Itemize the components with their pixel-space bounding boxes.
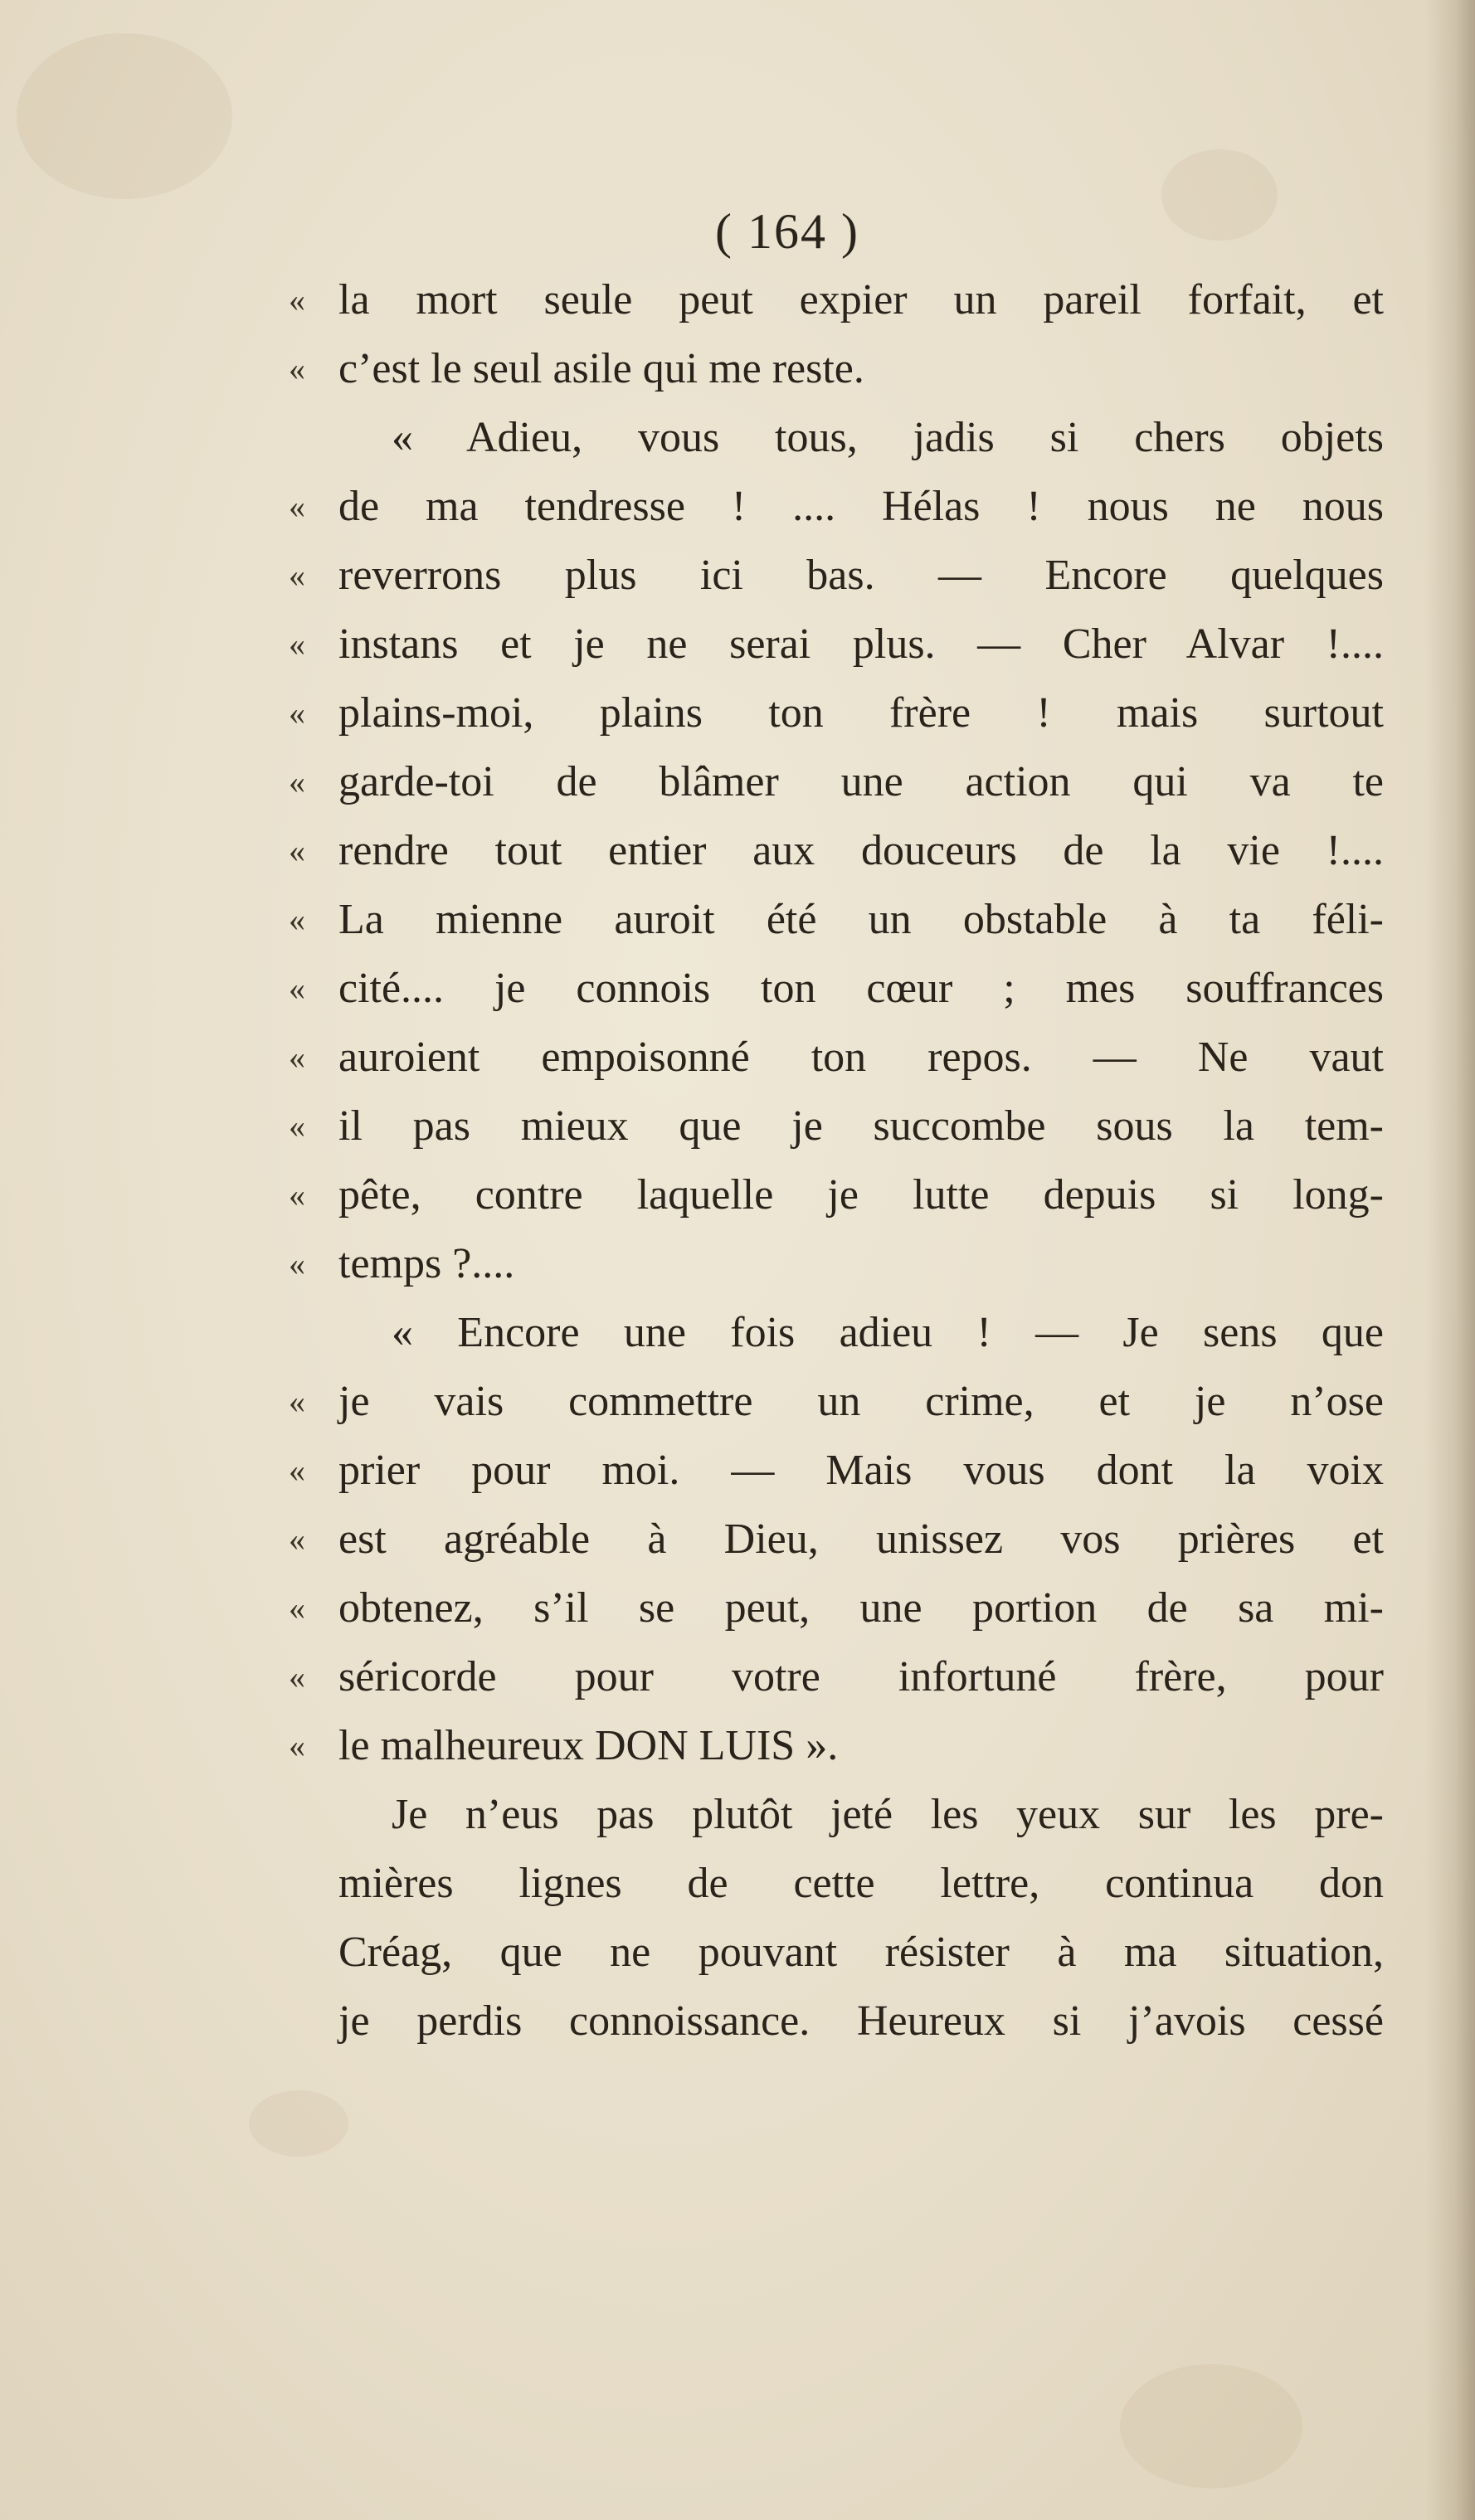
text-line	[338, 1918, 1384, 1987]
line-text: « Encore une fois adieu ! — Je sens que	[392, 1309, 1384, 1356]
text-line	[338, 1780, 1384, 1849]
line-text: reverrons plus ici bas. — Encore quelques	[338, 552, 1384, 599]
text-line	[289, 1642, 1384, 1711]
line-text: cité.... je connois ton cœur ; mes souffrances	[338, 965, 1384, 1012]
line-text: La mienne auroit été un obstable à ta féli-	[338, 896, 1384, 943]
text-line	[289, 1229, 1384, 1298]
line-text: temps ?....	[338, 1240, 515, 1287]
quote-mark: «	[289, 625, 305, 663]
quote-mark: «	[289, 1383, 305, 1420]
line-text: c’est le seul asile qui me reste.	[338, 345, 864, 392]
line-text: plains-moi, plains ton frère ! mais surtout	[338, 689, 1384, 737]
line-text: instans et je ne serai plus. — Cher Alvar !....	[338, 620, 1384, 668]
line-text: « Adieu, vous tous, jadis si chers objets	[392, 414, 1384, 461]
line-text: pête, contre laquelle je lutte depuis si long-	[338, 1171, 1384, 1219]
quote-mark: «	[289, 832, 305, 869]
text-line	[289, 747, 1384, 816]
paper-stain	[17, 33, 232, 199]
quote-mark: «	[289, 1727, 305, 1764]
text-line	[289, 472, 1384, 541]
quote-mark: «	[289, 1658, 305, 1695]
text-line	[289, 1436, 1384, 1505]
quote-mark: «	[289, 1107, 305, 1145]
line-text: obtenez, s’il se peut, une portion de sa mi-	[338, 1584, 1384, 1632]
line-text: de ma tendresse ! .... Hélas ! nous ne nous	[338, 483, 1384, 530]
quote-mark: «	[289, 1176, 305, 1214]
text-line	[289, 816, 1384, 885]
line-text: le malheureux DON LUIS ».	[338, 1722, 839, 1769]
body-text	[289, 265, 1384, 2055]
line-text: Créag, que ne pouvant résister à ma situation,	[338, 1929, 1384, 1976]
quote-mark: «	[289, 1039, 305, 1076]
page-edge-shadow	[1425, 0, 1475, 2520]
line-text: je vais commettre un crime, et je n’ose	[338, 1378, 1384, 1425]
quote-mark: «	[289, 694, 305, 732]
text-line	[289, 1092, 1384, 1160]
text-line	[289, 334, 1384, 403]
line-text: mières lignes de cette lettre, continua don	[338, 1860, 1384, 1907]
text-line	[289, 954, 1384, 1023]
text-line	[289, 1160, 1384, 1229]
line-text: auroient empoisonné ton repos. — Ne vaut	[338, 1034, 1384, 1081]
quote-mark: «	[289, 488, 305, 525]
line-text: garde-toi de blâmer une action qui va te	[338, 758, 1384, 805]
quote-mark: «	[289, 350, 305, 387]
text-line	[289, 1367, 1384, 1436]
text-line	[289, 1505, 1384, 1574]
quote-mark: «	[289, 1452, 305, 1489]
line-text: la mort seule peut expier un pareil forfait, et	[338, 276, 1384, 324]
line-text: séricorde pour votre infortuné frère, pour	[338, 1653, 1384, 1700]
line-text: je perdis connoissance. Heureux si j’avois cessé	[338, 1997, 1384, 2045]
paper-stain	[1120, 2364, 1302, 2488]
line-text: rendre tout entier aux douceurs de la vie !....	[338, 827, 1384, 874]
text-line	[289, 679, 1384, 747]
text-line	[289, 1574, 1384, 1642]
paper-stain	[249, 2090, 348, 2157]
quote-mark: «	[289, 1245, 305, 1282]
quote-mark: «	[289, 1520, 305, 1558]
line-text: il pas mieux que je succombe sous la tem-	[338, 1102, 1384, 1150]
quote-mark: «	[289, 763, 305, 800]
quote-mark: «	[289, 1589, 305, 1627]
text-line	[289, 610, 1384, 679]
text-line	[289, 265, 1384, 334]
text-line	[289, 885, 1384, 954]
quote-mark: «	[289, 970, 305, 1007]
line-text: prier pour moi. — Mais vous dont la voix	[338, 1447, 1384, 1494]
text-line	[289, 1023, 1384, 1092]
quote-mark: «	[289, 281, 305, 319]
line-text: Je n’eus pas plutôt jeté les yeux sur les pre-	[392, 1791, 1384, 1838]
quote-mark: «	[289, 901, 305, 938]
text-line	[338, 1987, 1384, 2055]
text-line	[289, 541, 1384, 610]
page-number: ( 164 )	[715, 204, 859, 259]
text-line	[338, 403, 1384, 472]
text-line	[289, 1711, 1384, 1780]
text-line	[338, 1298, 1384, 1367]
quote-mark: «	[289, 557, 305, 594]
text-line	[338, 1849, 1384, 1918]
line-text: est agréable à Dieu, unissez vos prières et	[338, 1515, 1384, 1563]
